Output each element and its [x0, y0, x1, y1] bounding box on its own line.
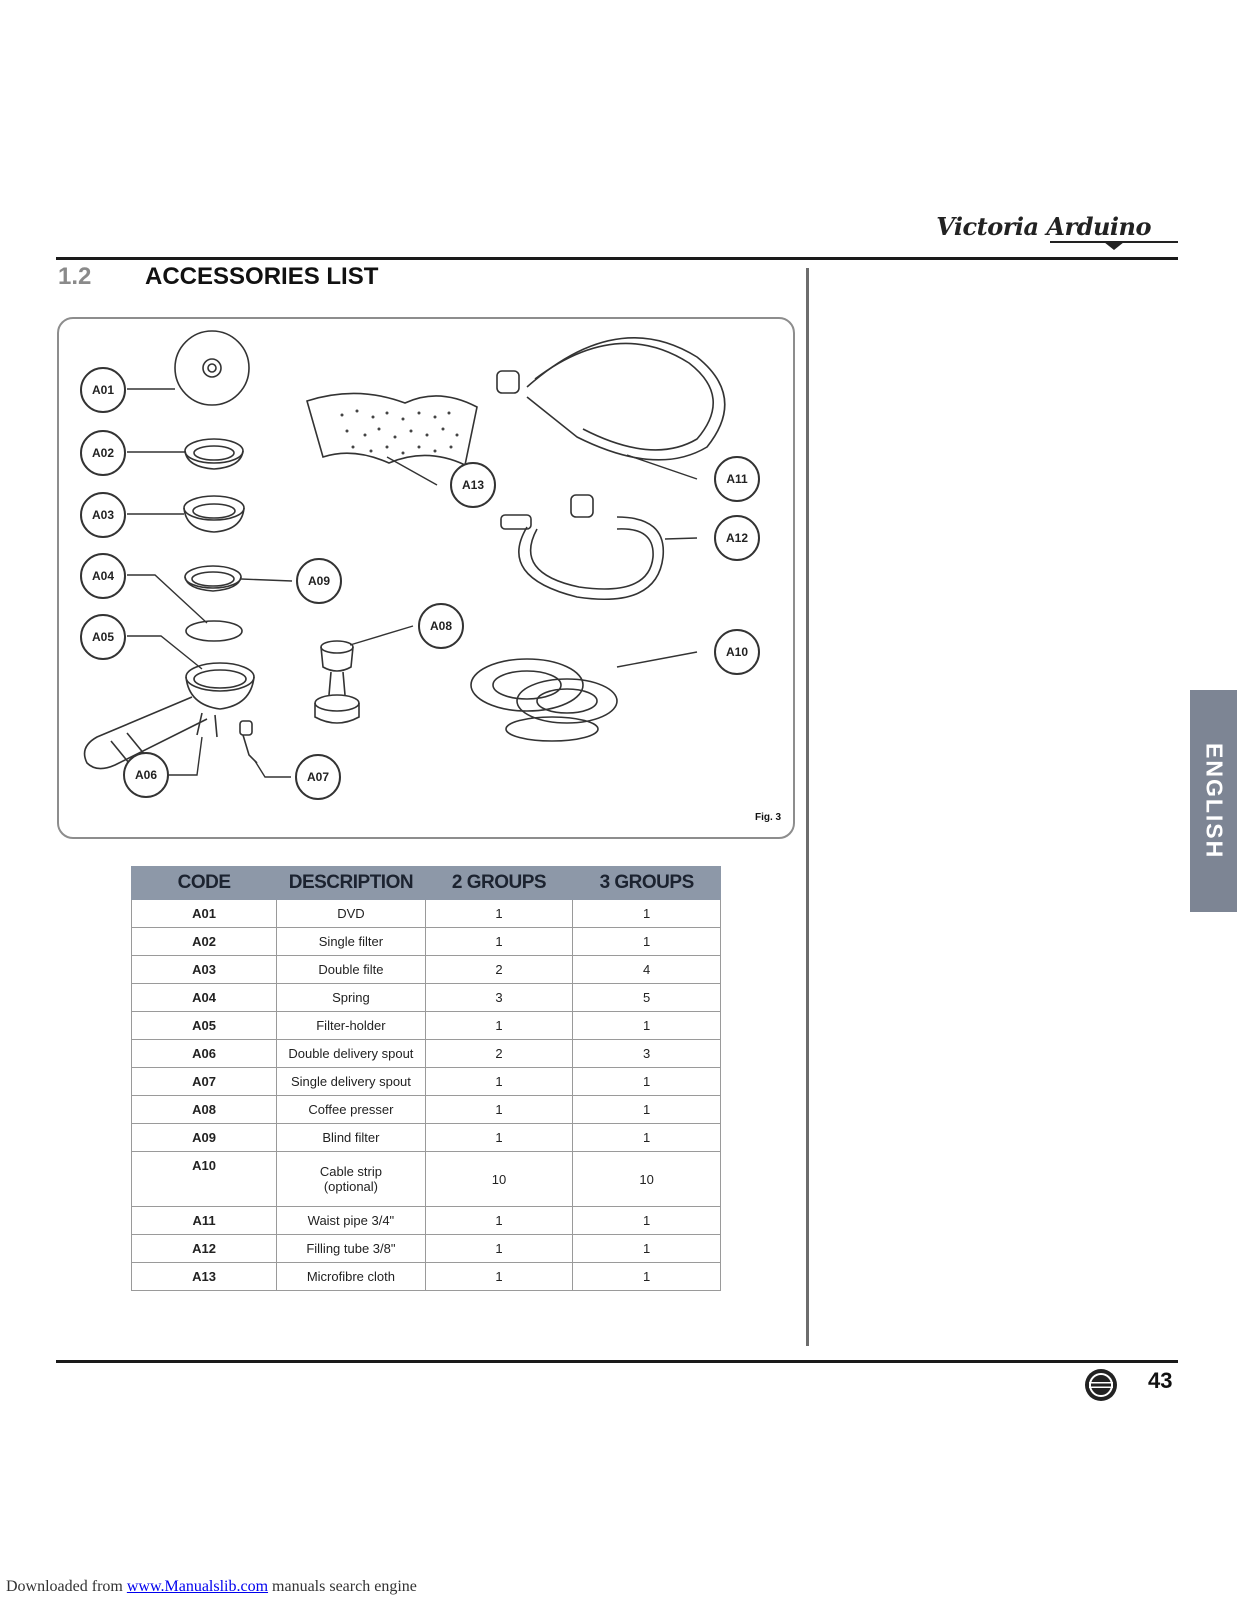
filling-tube-drawing: [519, 517, 663, 599]
row-code: A08: [132, 1096, 277, 1124]
cable-strip-drawing: [471, 659, 583, 711]
row-2-groups: 10: [425, 1152, 573, 1207]
row-code: A07: [132, 1068, 277, 1096]
row-description: Filter-holder: [277, 1012, 426, 1040]
row-description: Single delivery spout: [277, 1068, 426, 1096]
row-code: A04: [132, 984, 277, 1012]
row-3-groups: 3: [573, 1040, 721, 1068]
header-rule: [56, 257, 1178, 260]
row-3-groups: 1: [573, 900, 721, 928]
row-code: A06: [132, 1040, 277, 1068]
row-3-groups: 1: [573, 1207, 721, 1235]
callout-a10: A10: [714, 629, 760, 675]
row-code: A03: [132, 956, 277, 984]
table-row: [132, 1124, 721, 1152]
table-row: [132, 956, 721, 984]
row-code: A10: [132, 1152, 277, 1207]
callout-a05: A05: [80, 614, 126, 660]
row-2-groups: 1: [425, 1207, 573, 1235]
callout-a11: A11: [714, 456, 760, 502]
row-code: A01: [132, 900, 277, 928]
row-2-groups: 1: [425, 928, 573, 956]
table-row: [132, 1068, 721, 1096]
row-description: Coffee presser: [277, 1096, 426, 1124]
brand-logo: Victoria Arduino: [936, 212, 1151, 241]
row-code: A05: [132, 1012, 277, 1040]
table-row: [132, 928, 721, 956]
row-description-line2: (optional): [323, 1179, 379, 1194]
header-2-groups: 2 GROUPS: [425, 867, 573, 900]
row-description: Spring: [277, 984, 426, 1012]
row-3-groups: 1: [573, 1068, 721, 1096]
download-suffix: manuals search engine: [268, 1578, 417, 1595]
row-description: Blind filter: [277, 1124, 426, 1152]
callout-a02: A02: [80, 430, 126, 476]
brand-emblem-icon: [1083, 1367, 1119, 1403]
table-row: [132, 1235, 721, 1263]
page-number: 43: [1148, 1368, 1173, 1393]
callout-a09: A09: [296, 558, 342, 604]
table-row: [132, 900, 721, 928]
figure-label: Fig. 3: [755, 812, 782, 823]
table-row: [132, 1096, 721, 1124]
row-2-groups: 1: [425, 1263, 573, 1291]
row-2-groups: 2: [425, 956, 573, 984]
row-2-groups: 1: [425, 1235, 573, 1263]
header-code: CODE: [132, 867, 277, 900]
coffee-presser-drawing: [321, 641, 353, 653]
row-3-groups: 1: [573, 1263, 721, 1291]
row-description: DVD: [277, 900, 426, 928]
callout-a08: A08: [418, 603, 464, 649]
spring-drawing: [186, 621, 242, 641]
column-divider: [806, 268, 809, 1346]
header-3-groups: 3 GROUPS: [573, 867, 721, 900]
row-code: A12: [132, 1235, 277, 1263]
row-2-groups: 2: [425, 1040, 573, 1068]
double-filter-drawing: [184, 496, 244, 520]
double-spout-drawing: [197, 713, 217, 737]
row-3-groups: 4: [573, 956, 721, 984]
download-prefix: Downloaded from: [6, 1578, 127, 1595]
table-row: [132, 1263, 721, 1291]
callout-a07: A07: [295, 754, 341, 800]
row-description: Double delivery spout: [277, 1040, 426, 1068]
row-code: A02: [132, 928, 277, 956]
row-description: Double filte: [277, 956, 426, 984]
row-3-groups: 1: [573, 928, 721, 956]
row-code: A13: [132, 1263, 277, 1291]
callout-a13: A13: [450, 462, 496, 508]
table-row: [132, 1152, 721, 1207]
section-title: ACCESSORIES LIST: [145, 263, 379, 290]
row-2-groups: 1: [425, 1068, 573, 1096]
row-3-groups: 1: [573, 1235, 721, 1263]
row-3-groups: 1: [573, 1012, 721, 1040]
row-description-line1: Cable strip: [319, 1164, 382, 1179]
row-description: Single filter: [277, 928, 426, 956]
single-spout-drawing: [240, 721, 252, 735]
row-2-groups: 1: [425, 900, 573, 928]
accessories-illustration: [57, 317, 795, 839]
row-2-groups: 1: [425, 1012, 573, 1040]
dvd-drawing: [175, 331, 249, 405]
callout-a12: A12: [714, 515, 760, 561]
section-number: 1.2: [58, 263, 92, 290]
row-2-groups: 1: [425, 1096, 573, 1124]
table-row: [132, 1207, 721, 1235]
row-description: Waist pipe 3/4": [277, 1207, 426, 1235]
accessories-table: [131, 866, 721, 1291]
callout-a04: A04: [80, 553, 126, 599]
row-code: A09: [132, 1124, 277, 1152]
table-row: [132, 1012, 721, 1040]
row-code: A11: [132, 1207, 277, 1235]
row-description: Filling tube 3/8": [277, 1235, 426, 1263]
header-description: DESCRIPTION: [277, 867, 426, 900]
callout-a03: A03: [80, 492, 126, 538]
table-header-row: [132, 867, 721, 900]
manualslib-link[interactable]: www.Manualslib.com: [126, 1578, 269, 1595]
table-row: [132, 984, 721, 1012]
row-3-groups: 1: [573, 1096, 721, 1124]
table-row: [132, 1040, 721, 1068]
row-description: [277, 1152, 426, 1207]
language-tab-label: ENGLISH: [1201, 742, 1228, 860]
filter-holder-drawing: [186, 663, 254, 691]
download-notice: [6, 1578, 417, 1596]
callout-a06: A06: [123, 752, 169, 798]
brand-underline: [1050, 238, 1178, 250]
row-3-groups: 10: [573, 1152, 721, 1207]
row-2-groups: 1: [425, 1124, 573, 1152]
microfibre-cloth-drawing: [307, 393, 477, 465]
row-2-groups: 3: [425, 984, 573, 1012]
row-description: Microfibre cloth: [277, 1263, 426, 1291]
callout-a01: A01: [80, 367, 126, 413]
footer-rule: [56, 1360, 1178, 1363]
row-3-groups: 1: [573, 1124, 721, 1152]
waist-pipe-drawing: [527, 338, 725, 460]
row-3-groups: 5: [573, 984, 721, 1012]
